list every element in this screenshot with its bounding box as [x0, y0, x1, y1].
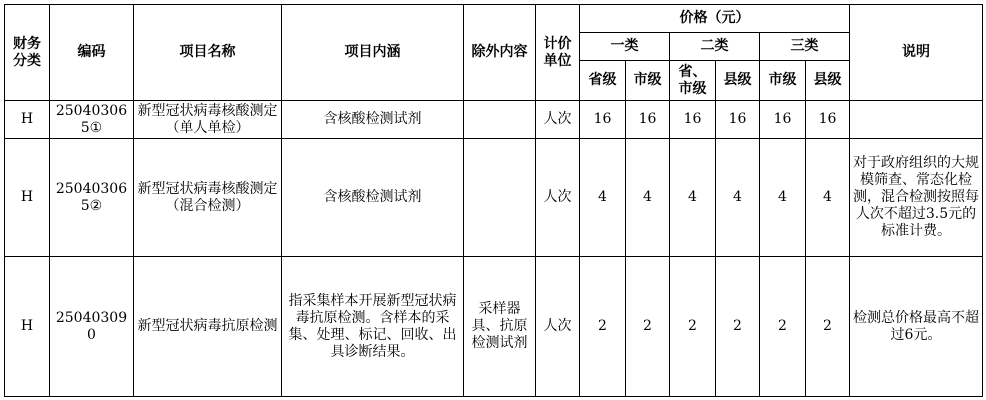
cell-price: 16 [626, 101, 670, 139]
header-price: 价格（元） [580, 5, 850, 33]
cell-unit: 人次 [536, 139, 580, 257]
cell-price: 2 [806, 257, 850, 397]
cell-code: 250403065① [50, 101, 134, 139]
header-tier2: 二类 [670, 33, 760, 61]
cell-price: 4 [626, 139, 670, 257]
cell-exclusions [464, 139, 536, 257]
cell-price: 2 [626, 257, 670, 397]
cell-price: 2 [670, 257, 716, 397]
cell-exclusions [464, 101, 536, 139]
table-row [5, 101, 983, 139]
cell-price: 4 [580, 139, 626, 257]
header-finance-category: 财务分类 [5, 5, 50, 101]
header-level: 市级 [626, 61, 670, 101]
header-level: 县级 [716, 61, 760, 101]
cell-price: 2 [580, 257, 626, 397]
cell-category: H [5, 257, 50, 397]
table-row [5, 139, 983, 257]
header-level: 市级 [760, 61, 806, 101]
cell-price: 16 [806, 101, 850, 139]
cell-item-content: 含核酸检测试剂 [282, 139, 464, 257]
header-note: 说明 [850, 5, 983, 101]
cell-price: 4 [760, 139, 806, 257]
cell-code: 250403090 [50, 257, 134, 397]
header-level: 县级 [806, 61, 850, 101]
cell-category: H [5, 139, 50, 257]
cell-price: 16 [716, 101, 760, 139]
cell-item-content: 含核酸检测试剂 [282, 101, 464, 139]
cell-note: 对于政府组织的大规模筛查、常态化检测，混合检测按照每人次不超过3.5元的标准计费。 [850, 139, 983, 257]
cell-unit: 人次 [536, 101, 580, 139]
cell-item-name: 新型冠状病毒核酸测定（单人单检） [134, 101, 282, 139]
cell-item-name: 新型冠状病毒抗原检测 [134, 257, 282, 397]
cell-price: 16 [580, 101, 626, 139]
cell-price: 16 [760, 101, 806, 139]
pricing-table [4, 4, 983, 397]
cell-unit: 人次 [536, 257, 580, 397]
header-tier1: 一类 [580, 33, 670, 61]
cell-exclusions: 采样器具、抗原检测试剂 [464, 257, 536, 397]
header-code: 编码 [50, 5, 134, 101]
header-level: 省级 [580, 61, 626, 101]
header-level: 省、市级 [670, 61, 716, 101]
header-pricing-unit: 计价单位 [536, 5, 580, 101]
cell-note [850, 101, 983, 139]
header-exclusions: 除外内容 [464, 5, 536, 101]
cell-price: 2 [760, 257, 806, 397]
cell-price: 4 [670, 139, 716, 257]
cell-category: H [5, 101, 50, 139]
cell-item-content: 指采集样本开展新型冠状病毒抗原检测。含样本的采集、处理、标记、回收、出具诊断结果。 [282, 257, 464, 397]
cell-price: 4 [806, 139, 850, 257]
cell-price: 2 [716, 257, 760, 397]
header-item-content: 项目内涵 [282, 5, 464, 101]
cell-price: 16 [670, 101, 716, 139]
cell-price: 4 [716, 139, 760, 257]
header-tier3: 三类 [760, 33, 850, 61]
header-item-name: 项目名称 [134, 5, 282, 101]
cell-note: 检测总价格最高不超过6元。 [850, 257, 983, 397]
cell-code: 250403065② [50, 139, 134, 257]
cell-item-name: 新型冠状病毒核酸测定（混合检测） [134, 139, 282, 257]
table-row [5, 257, 983, 397]
